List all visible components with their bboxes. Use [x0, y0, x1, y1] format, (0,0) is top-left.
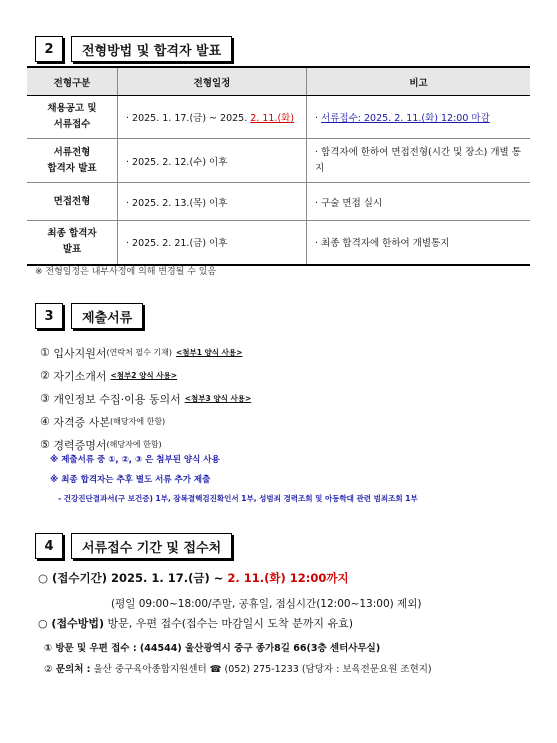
- additional-docs-note: ※ 최종 합격자는 추후 별도 서류 추가 제출: [50, 475, 211, 485]
- date-cell: · 2025. 1. 17.(금) ~ 2025. 2. 11.(화): [118, 96, 307, 139]
- deadline-note-link[interactable]: 서류접수: 2025. 2. 11.(화) 12:00 마감: [321, 113, 490, 124]
- stage-cell: 최종 합격자 발표: [27, 221, 118, 265]
- column-header: 전형구분: [27, 67, 118, 96]
- note-cell: · 서류접수: 2025. 2. 11.(화) 12:00 마감: [307, 96, 531, 139]
- stage-cell: 서류전형 합격자 발표: [27, 139, 118, 183]
- list-item: ③ 개인정보 수집·이용 동의서 <첨부3 양식 사용>: [40, 392, 252, 406]
- form-usage-note: ※ 제출서류 중 ①, ②, ③ 은 첨부된 양식 사용: [50, 455, 220, 465]
- receipt-method: ○ (접수방법) 방문, 우편 접수(접수는 마감일시 도착 분까지 유효): [38, 617, 354, 630]
- stage-cell: 채용공고 및 서류접수: [27, 96, 118, 139]
- attachment-label: <첨부3 양식 사용>: [184, 394, 252, 403]
- table-row: [27, 183, 530, 221]
- section-title: 서류접수 기간 및 접수처: [71, 533, 232, 559]
- column-header: 비고: [307, 67, 531, 96]
- contact-info: ② 문의처 : 울산 중구육아종합지원센터 ☎ (052) 275-1233 (담당자 : 보육전문요원 조현지): [44, 664, 432, 675]
- date-cell: · 2025. 2. 13.(목) 이후: [118, 183, 307, 221]
- additional-docs-detail: - 건강진단결과서(구 보건증) 1부, 잠복결핵검진확인서 1부, 성범죄 경력조회 및 아동학대 관련 범죄조회 1부: [58, 494, 418, 503]
- list-item: ① 입사지원서 (연락처 필수 기재) <첨부1 양식 사용>: [40, 346, 243, 360]
- section-number: 2: [35, 36, 63, 62]
- column-header: 전형일정: [118, 67, 307, 96]
- stage-cell: 면접전형: [27, 183, 118, 221]
- table-row: [27, 139, 530, 183]
- deadline-highlight: 2. 11.(화) 12:00까지: [227, 571, 349, 585]
- note-cell: · 최종 합격자에 한하여 개별통지: [307, 221, 531, 265]
- required-documents-list: [40, 341, 251, 456]
- section-2-header: [35, 36, 232, 62]
- receipt-period: ○ (접수기간) 2025. 1. 17.(금) ~ 2. 11.(화) 12:00까지: [38, 571, 349, 585]
- section-title: 제출서류: [71, 303, 143, 329]
- table-row: [27, 221, 530, 265]
- list-item: ⑤ 경력증명서 (해당자에 한함): [40, 438, 162, 452]
- section-4-header: [35, 533, 232, 559]
- table-header-row: [27, 67, 530, 96]
- list-item: ② 자기소개서 <첨부2 양식 사용>: [40, 369, 177, 383]
- deadline-date: 2. 11.(화): [250, 113, 295, 124]
- schedule-footnote: ※ 전형일정은 내부사정에 의해 변경될 수 있음: [35, 267, 217, 277]
- attachment-label: <첨부1 양식 사용>: [175, 348, 243, 357]
- attachment-label: <첨부2 양식 사용>: [110, 371, 177, 380]
- list-item: ④ 자격증 사본 (해당자에 한함): [40, 415, 166, 429]
- section-3-header: [35, 303, 143, 329]
- note-cell: · 합격자에 한하여 면접전형(시간 및 장소) 개별 통지: [307, 139, 531, 183]
- schedule-table: [27, 66, 530, 266]
- note-cell: · 구술 면접 실시: [307, 183, 531, 221]
- receipt-address: ① 방문 및 우편 접수 : (44544) 울산광역시 중구 종가8길 66(3층 센터사무실): [44, 643, 381, 654]
- receipt-hours: (평일 09:00~18:00/주말, 공휴일, 점심시간(12:00~13:00) 제외): [111, 598, 422, 610]
- section-title: 전형방법 및 합격자 발표: [71, 36, 232, 62]
- date-cell: · 2025. 2. 12.(수) 이후: [118, 139, 307, 183]
- section-number: 3: [35, 303, 63, 329]
- section-number: 4: [35, 533, 63, 559]
- table-row: [27, 96, 530, 139]
- date-cell: · 2025. 2. 21.(금) 이후: [118, 221, 307, 265]
